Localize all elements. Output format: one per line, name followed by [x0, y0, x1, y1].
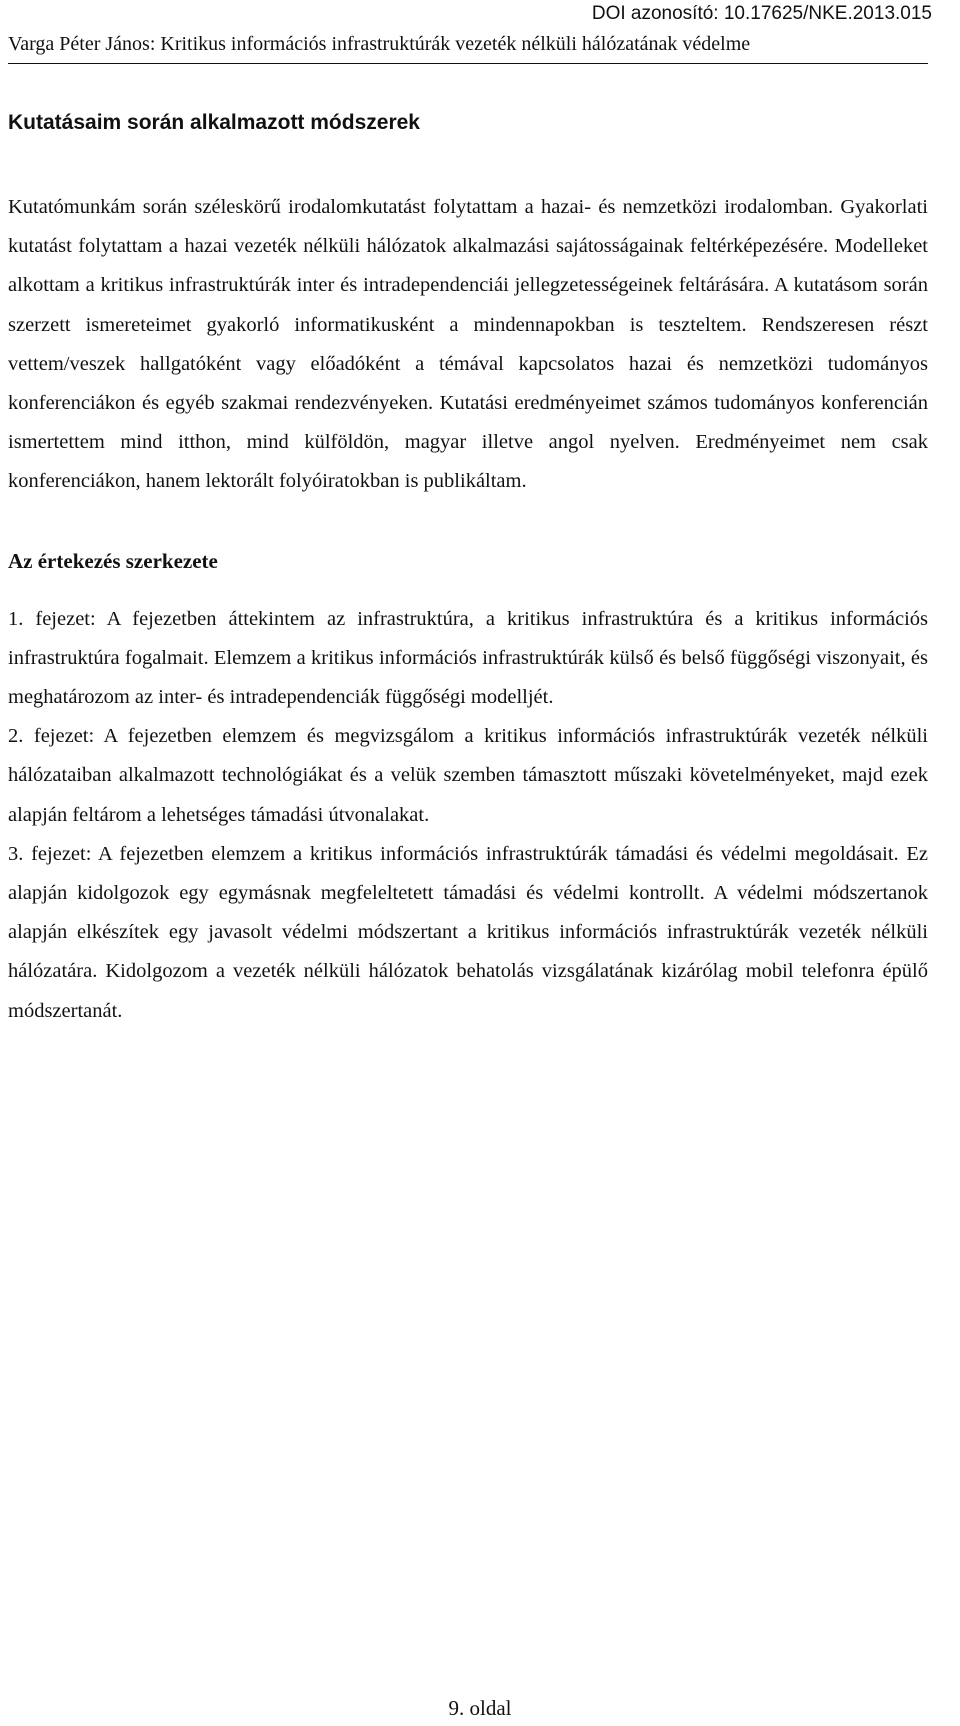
chapter-3-paragraph: 3. fejezet: A fejezetben elemzem a kritikus információs infrastruktúrák támadási és védelmi megoldásait. Ez alapján kidolgozok egy egymásnak megfeleltetett támadási és védelmi kontrollt. A védelmi módszertanok alapján elkészítek egy javasolt védelmi módszertant a kritikus információs infrastruktúrák vezeték nélküli hálózatára. Kidolgozom a vezeték nélküli hálózatok behatolás vizsgálatának kizárólag mobil telefonra épülő módszertanát. — [8, 842, 928, 1022]
heading-structure: Az értekezés szerkezete — [8, 548, 218, 573]
chapter-2-paragraph: 2. fejezet: A fejezetben elemzem és megvizsgálom a kritikus információs infrastruktúrák vezeték nélküli hálózataiban alkalmazott technológiákat és a velük szemben támasztott műszaki követelményeket, majd ezek alapján feltárom a lehetséges támadási útvonalakat. — [8, 725, 928, 826]
page-content — [8, 108, 928, 1031]
chapter-1-paragraph: 1. fejezet: A fejezetben áttekintem az infrastruktúra, a kritikus infrastruktúra és a kritikus információs infrastruktúra fogalmait. Elemzem a kritikus információs infrastruktúrák külső és belső függőségi viszonyait, és meghatározom az inter- és intradependenciák függőségi modelljét. — [8, 607, 928, 709]
methods-paragraph: Kutatómunkám során széleskörű irodalomkutatást folytattam a hazai- és nemzetközi irodalomban. Gyakorlati kutatást folytattam a hazai vezeték nélküli hálózatok alkalmazási sajátosságainak feltérképezésére. Modelleket alkottam a kritikus infrastruktúrák inter és intradependenciái jellegzetességeinek feltárására. A kutatásom során szerzett ismereteimet gyakorló informatikusként a mindennapokban is teszteltem. Rendszeresen részt vettem/veszek hallgatóként vagy előadóként a témával kapcsolatos hazai és nemzetközi tudományos konferenciákon és egyéb szakmai rendezvényeken. Kutatási eredményeimet számos tudományos konferencián ismertettem mind itthon, mind külföldön, magyar illetve angol nyelven. Eredményeimet nem csak konferenciákon, hanem lektorált folyóiratokban is publikáltam. — [8, 196, 928, 493]
header-divider — [8, 63, 928, 64]
page-number: 9. oldal — [448, 1696, 512, 1720]
heading-methods: Kutatásaim során alkalmazott módszerek — [8, 111, 420, 134]
doi-identifier: DOI azonosító: 10.17625/NKE.2013.015 — [591, 3, 932, 24]
running-title: Varga Péter János: Kritikus információs infrastruktúrák vezeték nélküli hálózatának védelme — [8, 33, 751, 55]
